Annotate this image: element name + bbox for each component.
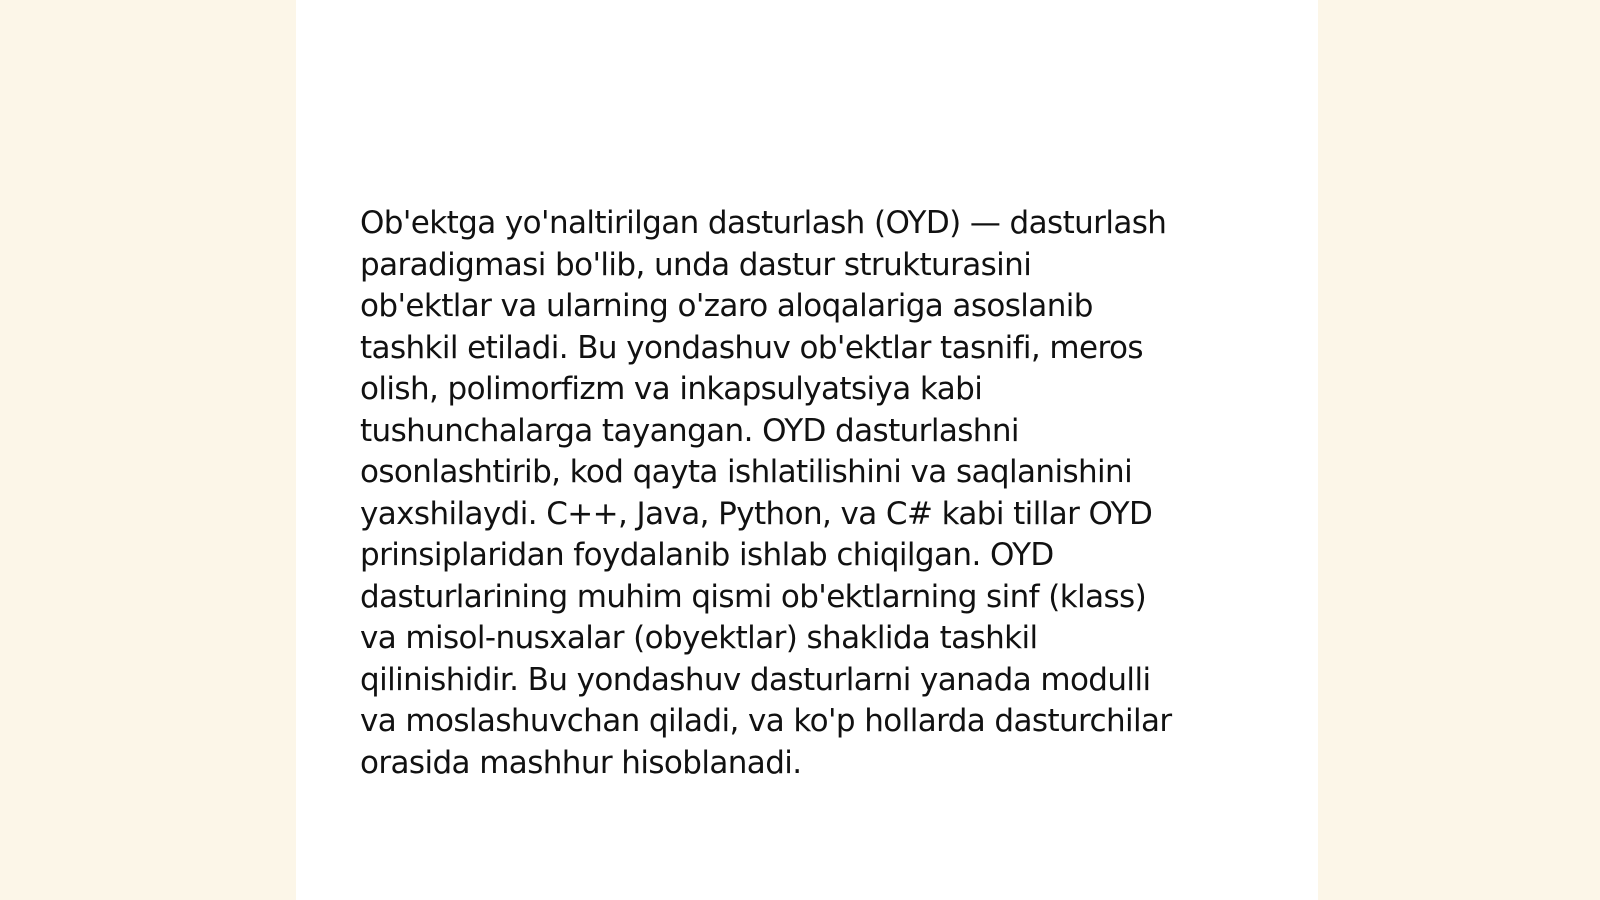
slide-page [296, 0, 1318, 900]
paragraph-line: yaxshilaydi. C++, Java, Python, va C# kabi tillar OYD [360, 495, 1153, 532]
left-margin-area [0, 0, 296, 900]
paragraph-line: dasturlarining muhim qismi ob'ektlarning sinf (klass) [360, 578, 1147, 615]
paragraph-line: orasida mashhur hisoblanadi. [360, 744, 802, 781]
body-paragraph [360, 203, 1260, 784]
paragraph-line: va misol-nusxalar (obyektlar) shaklida tashkil [360, 620, 1038, 656]
paragraph-line: olish, polimorfizm va inkapsulyatsiya kabi [360, 371, 983, 407]
paragraph-line: paradigmasi bo'lib, unda dastur strukturasini [360, 246, 1032, 283]
paragraph-line: tushunchalarga tayangan. OYD dasturlashni [360, 412, 1019, 449]
paragraph-line: prinsiplaridan foydalanib ishlab chiqilgan. OYD [360, 537, 1054, 573]
paragraph-line: va moslashuvchan qiladi, va ko'p hollarda dasturchilar [360, 703, 1172, 739]
paragraph-line: qilinishidir. Bu yondashuv dasturlarni yanada modulli [360, 661, 1151, 698]
paragraph-line: osonlashtirib, kod qayta ishlatilishini va saqlanishini [360, 454, 1133, 490]
right-margin-area [1318, 0, 1600, 900]
paragraph-line: ob'ektlar va ularning o'zaro aloqalariga asoslanib [360, 288, 1093, 324]
paragraph-line: tashkil etiladi. Bu yondashuv ob'ektlar tasnifi, meros [360, 329, 1143, 366]
paragraph-line: Ob'ektga yo'naltirilgan dasturlash (OYD) — dasturlash [360, 205, 1167, 241]
